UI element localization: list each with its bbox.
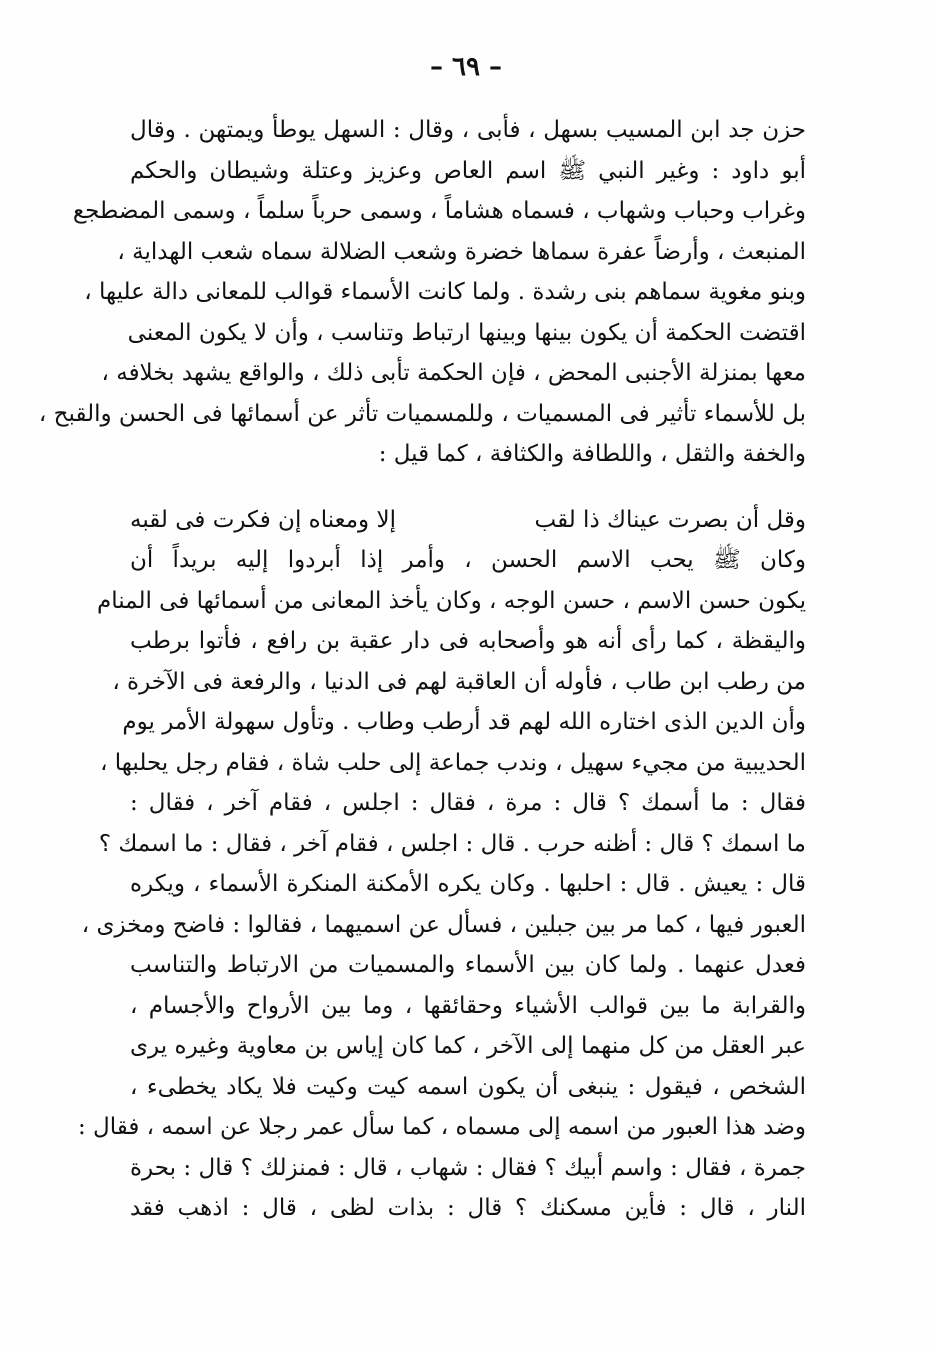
paragraph-2-line: فعدل عنهما . ولما كان بين الأسماء والمسميات من الارتباط والتناسب [130,952,806,978]
paragraph-1-line: بل للأسماء تأثير فى المسميات ، وللمسميات تأثر عن أسمائها فى الحسن والقبح ، [38,400,806,427]
paragraph-2-line: وضد هذا العبور من اسمه إلى مسماه ، كما سأل عمر رجلا عن اسمه ، فقال : [77,1114,806,1140]
paragraph-2-line: وكان ﷺ يحب الاسم الحسن ، وأمر إذا أبردوا إليه بريداً أن [130,547,806,573]
paragraph-2-line: واليقظة ، كما رأى أنه هو وأصحابه فى دار عقبة بن رافع ، فأتوا برطب [130,628,806,654]
paragraph-1 [38,110,806,475]
paragraph-1-line: أبو داود : وغير النبي ﷺ اسم العاص وعزيز وعتلة وشيطان والحكم [130,157,806,184]
paragraph-2-line: ما اسمك ؟ قال : أظنه حرب . قال : اجلس ، فقام آخر ، فقال : ما اسمك ؟ [98,830,806,857]
verse-first-hemistich: وقل أن بصرت عيناك ذا لقب [534,507,806,533]
paragraph-2-line: يكون حسن الاسم ، حسن الوجه ، وكان يأخذ المعانى من أسمائها فى المنام [96,587,806,614]
paragraph-1-line: وبنو مغوية سماهم بنى رشدة . ولما كانت الأسماء قوالب للمعانى دالة عليها ، [84,279,806,305]
paragraph-2-line: العبور فيها ، كما مر بين جبلين ، فسأل عن اسميهما ، فقالوا : فاضح ومخزى ، [81,911,806,938]
paragraph-2-line: عبر العقل من كل منهما إلى الآخر ، كما كان إياس بن معاوية وغيره يرى [130,1033,806,1059]
paragraph-1-line: المنبعث ، وأرضاً عفرة سماها خضرة وشعب الضلالة سماه شعب الهداية ، [117,238,806,265]
paragraph-2-line: قال : يعيش . قال : احلبها . وكان يكره الأمكنة المنكرة الأسماء ، ويكره [130,871,806,897]
paragraph-2-line: جمرة ، فقال : واسم أبيك ؟ فقال : شهاب ، قال : فمنزلك ؟ قال : بحرة [130,1154,806,1181]
paragraph-1-line: حزن جد ابن المسيب بسهل ، فأبى ، وقال : السهل يوطأ ويمتهن . وقال [130,117,806,143]
paragraph-2-line: من رطب ابن طاب ، فأوله أن العاقبة لهم فى الدنيا ، والرفعة فى الآخرة ، [112,668,806,695]
paragraph-1-line: والخفة والثقل ، واللطافة والكثافة ، كما قيل : [378,441,806,467]
paragraph-2-line: فقال : ما أسمك ؟ قال : مرة ، فقال : اجلس ، فقام آخر ، فقال : [130,790,806,816]
paragraph-1-line: معها بمنزلة الأجنبى المحض ، فإن الحكمة تأبى ذلك ، والواقع يشهد بخلافه ، [101,360,806,386]
poetry-verse [130,500,806,540]
paragraph-2-line: الحديبية من مجيء سهيل ، وندب جماعة إلى حلب شاة ، فقام رجل يحلبها ، [100,749,806,776]
paragraph-1-line: وغراب وحباب وشهاب ، فسماه هشاماً ، وسمى حرباً سلماً ، وسمى المضطجع [72,198,806,224]
paragraph-2-line: النار ، قال : فأين مسكنك ؟ قال : بذات لظى ، قال : اذهب فقد [130,1195,806,1221]
paragraph-2-line: الشخص ، فيقول : ينبغى أن يكون اسمه كيت وكيت فلا يكاد يخطىء ، [130,1073,806,1100]
paragraph-2-line: والقرابة ما بين قوالب الأشياء وحقائقها ، وما بين الأرواح والأجسام ، [130,992,806,1019]
paragraph-2 [77,540,806,1229]
paragraph-1-line: اقتضت الحكمة أن يكون بينها وبينها ارتباط وتناسب ، وأن لا يكون المعنى [127,319,806,346]
paragraph-2-line: وأن الدين الذى اختاره الله لهم قد أرطب وطاب . وتأول سهولة الأمر يوم [122,709,806,735]
page-number: – ٦٩ – [429,52,503,82]
verse-second-hemistich: إلا ومعناه إن فكرت فى لقبه [130,507,396,533]
